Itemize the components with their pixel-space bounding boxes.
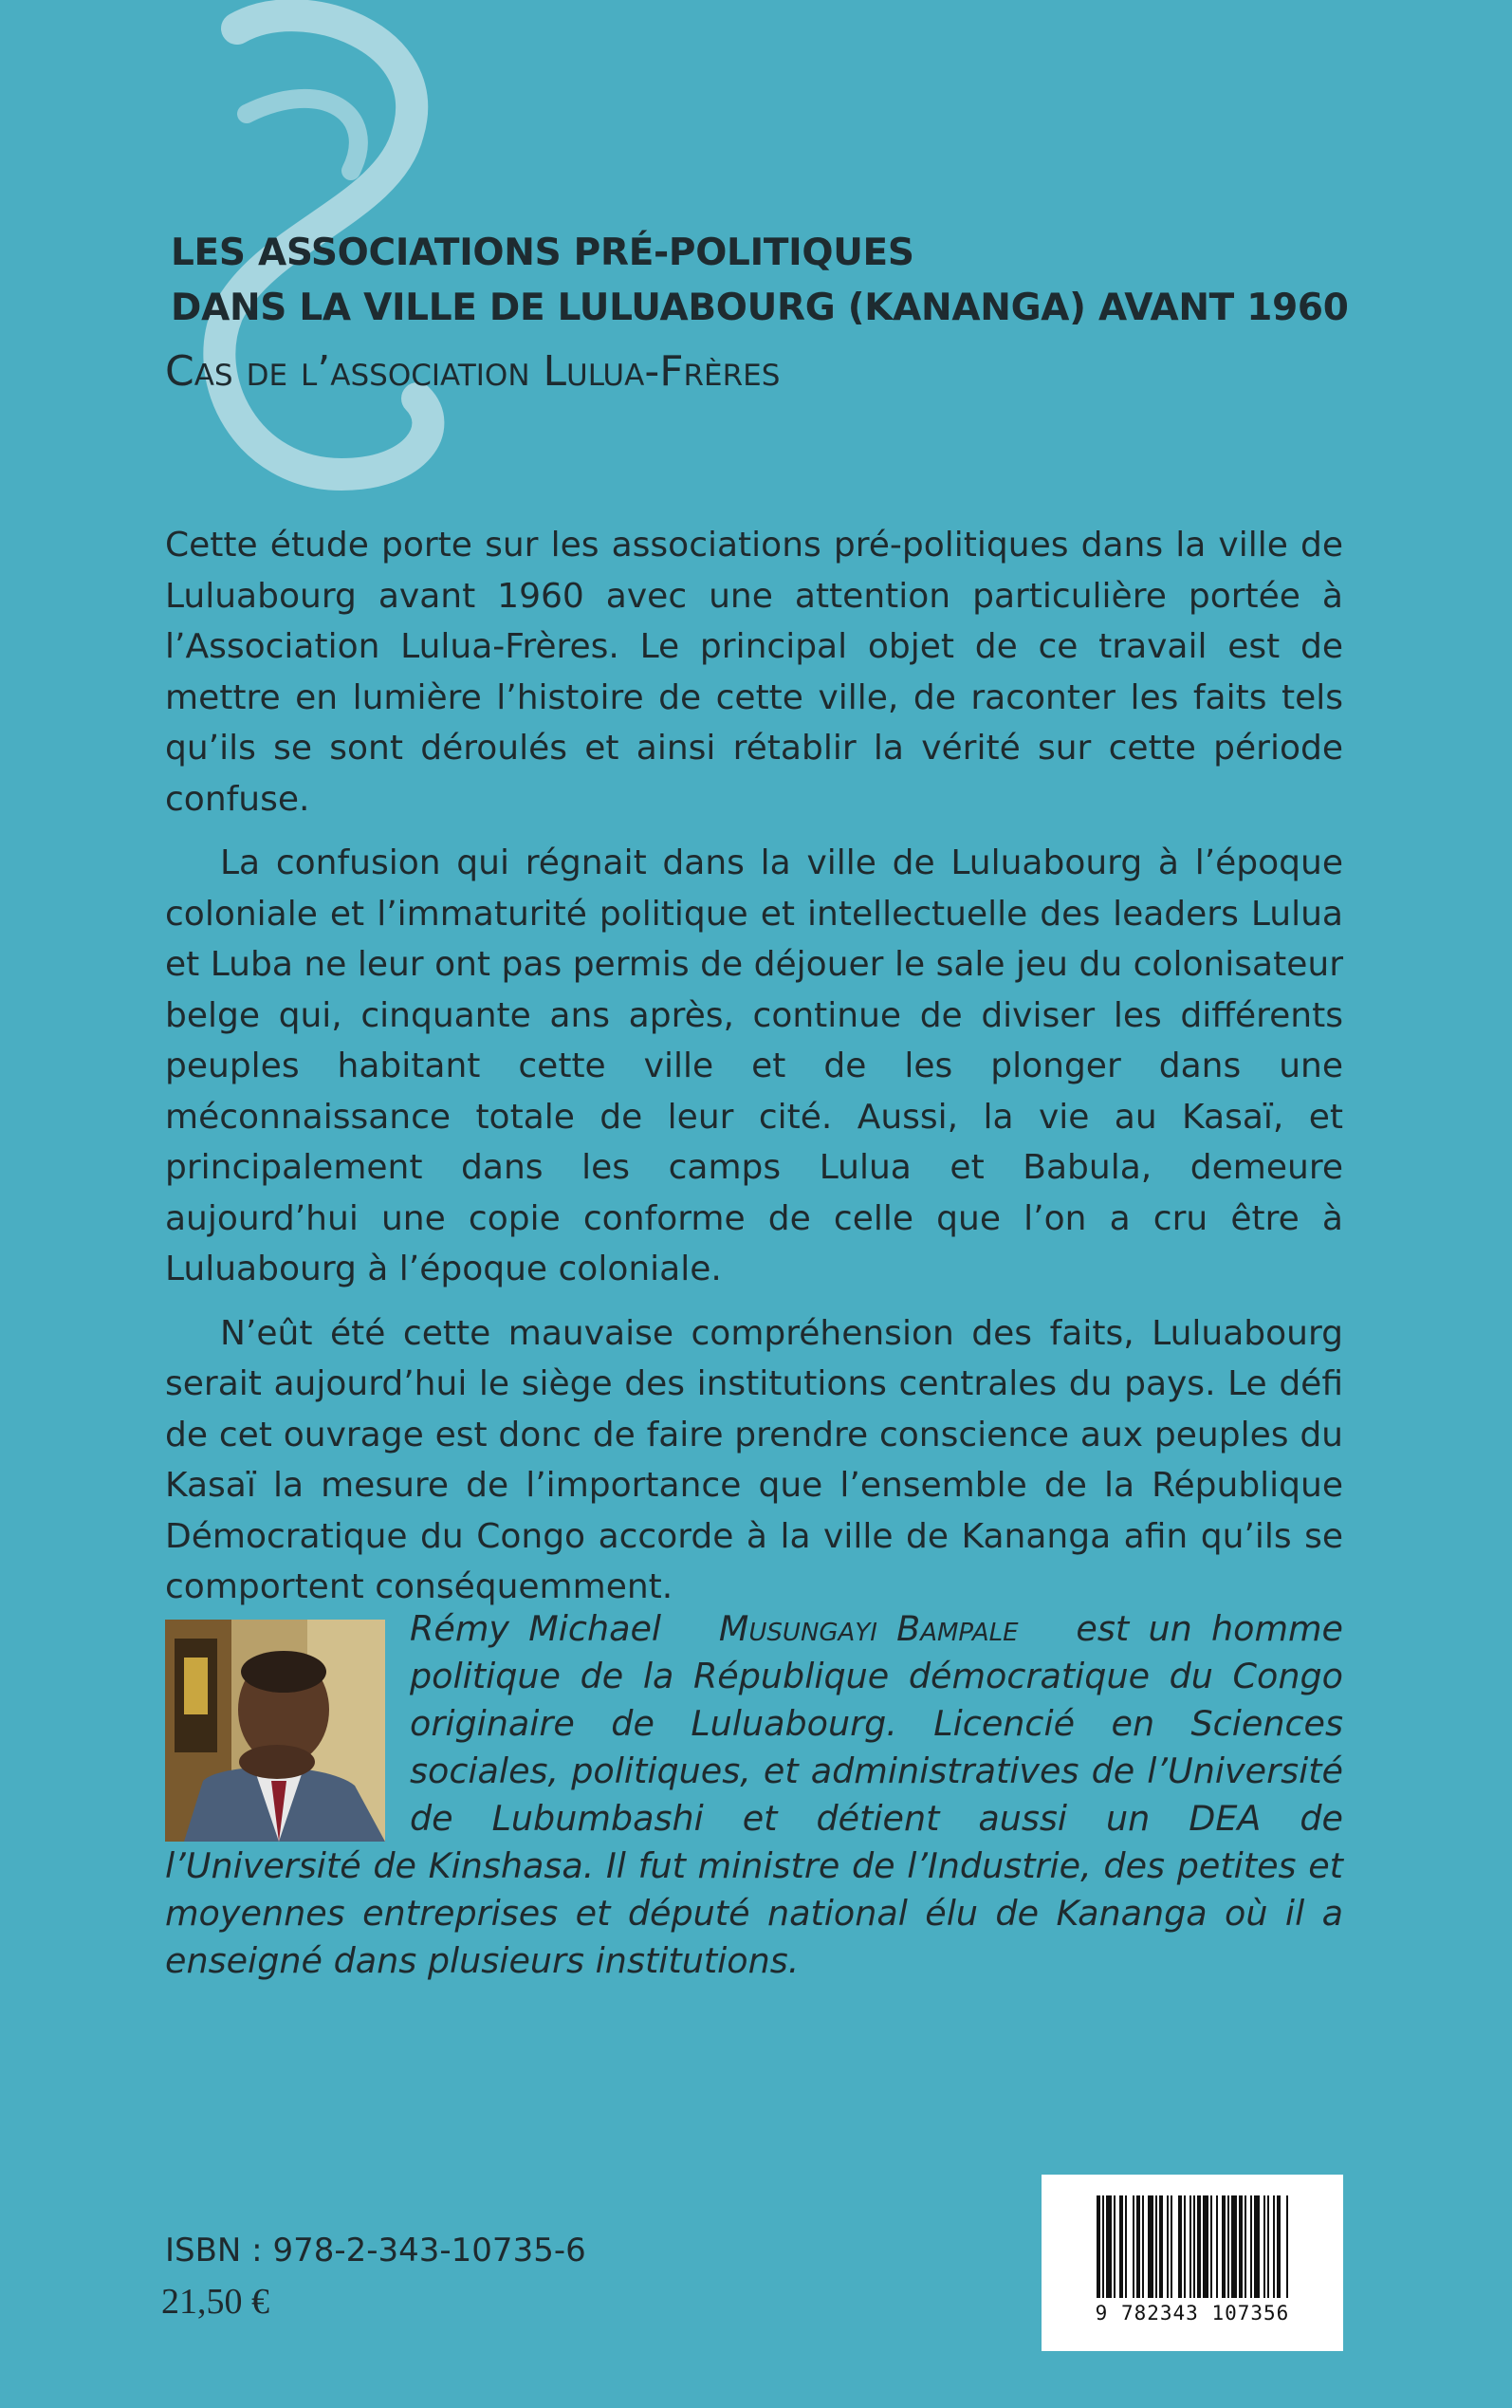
barcode-bar [1277,2195,1281,2298]
barcode-bar [1250,2195,1252,2298]
barcode-bar [1097,2195,1100,2298]
book-summary [165,520,1343,1626]
author-bio-text: est un homme politique de la République démocratique du Congo originaire de Luluabourg. Licencié en Sciences sociales, politiques, et administratives de l’Université de Lubumbashi et détient aussi un DEA de l’Université de Kinshasa. Il fut ministre de l’Industrie, des petites et moyennes entreprises et député national élu de Kananga où il a enseigné dans plusieurs institutions. [165,1608,1344,1981]
barcode-bar [1203,2195,1208,2298]
barcode-bar [1227,2195,1229,2298]
barcode-bar [1184,2195,1186,2298]
barcode-bar [1155,2195,1157,2298]
barcode-bars [1042,2175,1343,2351]
barcode-bar [1263,2195,1265,2298]
barcode-bar [1273,2195,1275,2298]
barcode-digits: 9 782343 107356 [1095,2302,1290,2325]
barcode-bar [1136,2195,1140,2298]
barcode-bar [1178,2195,1182,2298]
barcode [1042,2175,1343,2351]
barcode-bar [1125,2195,1127,2298]
barcode-bar [1239,2195,1243,2298]
barcode-bar [1114,2195,1116,2298]
barcode-bar [1210,2195,1212,2298]
barcode-bar [1148,2195,1153,2298]
barcode-bar [1167,2195,1169,2298]
isbn: ISBN : 978-2-343-10735-6 [165,2232,586,2269]
barcode-bar [1119,2195,1123,2298]
barcode-bar [1171,2195,1172,2298]
book-title [171,226,1404,336]
barcode-bar [1216,2195,1218,2298]
price: 21,50 € [161,2282,269,2322]
barcode-bar [1222,2195,1226,2298]
barcode-bar [1231,2195,1237,2298]
barcode-bar [1286,2195,1288,2298]
author-first-names: Rémy Michael [410,1608,662,1649]
barcode-bar [1142,2195,1144,2298]
barcode-bar [1106,2195,1112,2298]
photo-spacer [165,1605,410,1833]
barcode-bar [1102,2195,1104,2298]
barcode-bar [1133,2195,1134,2298]
book-title-line-1: LES ASSOCIATIONS PRÉ-POLITIQUES [171,232,914,274]
summary-paragraph: La confusion qui régnait dans la ville de Luluabourg à l’époque coloniale et l’immaturité politique et intellectuelle des leaders Lulua et Luba ne leur ont pas permis de déjouer le sale jeu du colonisateur belge qui, cinquante ans après, continue de diviser les différents peuples habitant cette ville et de les plonger dans une méconnaissance totale de leur cité. Aussi, la vie au Kasaï, et principalement dans les camps Lulua et Babula, demeure aujourd’hui une copie conforme de celle que l’on a cru être à Luluabourg à l’époque coloniale. [165,843,1343,1288]
author-bio [165,1605,1343,1985]
book-subtitle: Cas de l’association Lulua-Frères [165,347,781,396]
barcode-bar [1193,2195,1195,2298]
author-last-names: Musungayi Bampale [718,1608,1019,1649]
summary-paragraph: N’eût été cette mauvaise compréhension des faits, Luluabourg serait aujourd’hui le siège des institutions centrales du pays. Le défi de cet ouvrage est donc de faire prendre conscience aux peuples du Kasaï la mesure de l’importance que l’ensemble de la République Démocratique du Congo accorde à la ville de Kananga afin qu’ils se comportent conséquemment. [165,1313,1343,1606]
barcode-bar [1189,2195,1191,2298]
barcode-bar [1197,2195,1201,2298]
book-title-line-2: DANS LA VILLE DE LULUABOURG (KANANGA) AVANT 1960 [171,287,1349,329]
barcode-bar [1267,2195,1269,2298]
barcode-bar [1159,2195,1163,2298]
barcode-bar [1245,2195,1246,2298]
barcode-bar [1254,2195,1260,2298]
summary-paragraph: Cette étude porte sur les associations pré-politiques dans la ville de Luluabourg avant 1960 avec une attention particulière portée à l’Association Lulua-Frères. Le principal objet de ce travail est de mettre en lumière l’histoire de cette ville, de raconter les faits tels qu’ils se sont déroulés et ainsi rétablir la vérité sur cette période confuse. [165,526,1343,819]
